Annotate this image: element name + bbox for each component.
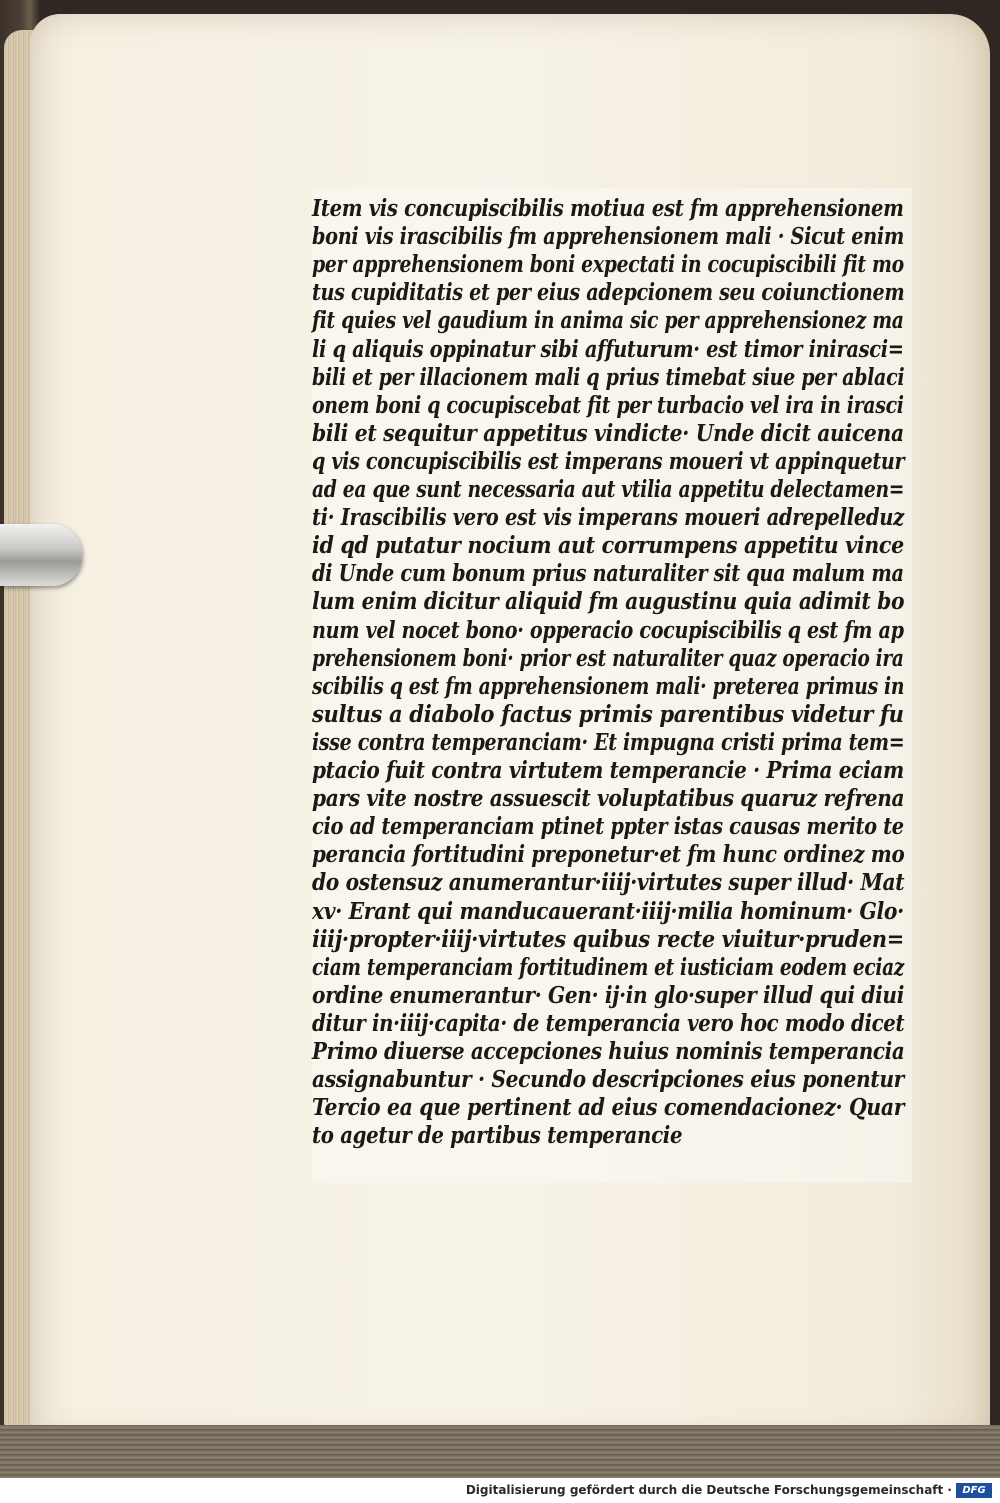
text-line: to agetur de partibus temperancie: [312, 1122, 683, 1150]
text-line: iiij·propter·iiij·virtutes quibus recte viuitur·pruden=: [312, 925, 904, 953]
text-line: ordine enumerantur· Gen· ij·in glo·super illud qui diui: [312, 981, 904, 1009]
text-line: do ostensuz anumerantur·iiij·virtutes super illud· Mat: [312, 869, 905, 897]
text-line: prehensionem boni· prior est naturaliter quaz operacio ira: [312, 644, 904, 672]
text-line: bili et per illacionem mali q prius timebat siue per ablaci: [312, 363, 905, 391]
text-line: ptacio fuit contra virtutem temperancie · Prima eciam: [312, 757, 904, 784]
text-line: isse contra temperanciam· Et impugna cristi prima tem=: [312, 728, 905, 756]
text-line: scibilis q est fm apprehensionem mali· preterea primus in: [312, 672, 905, 700]
text-line: perancia fortitudini preponetur·et fm hunc ordinez mo: [312, 841, 905, 869]
text-line: assignabuntur · Secundo descripciones eius ponentur: [312, 1066, 904, 1094]
text-line: di Unde cum bonum prius naturaliter sit qua malum ma: [312, 560, 904, 588]
text-line: lum enim dicitur aliquid fm augustinu quia adimit bo: [312, 588, 905, 616]
text-line: bili et sequitur appetitus vindicte· Unde dicit auicena: [312, 419, 904, 447]
page-clip: [0, 524, 82, 586]
book-bottom-edge: [0, 1425, 1000, 1478]
text-line: Item vis concupiscibilis motiua est fm apprehensionem: [312, 195, 904, 222]
text-line: id qd putatur nocium aut corrumpens appetitu vince: [312, 532, 904, 560]
text-line: ditur in·iiij·capita· de temperancia vero hoc modo dicet: [312, 1009, 905, 1037]
text-line: fit quies vel gaudium in anima sic per apprehensionez ma: [312, 307, 904, 335]
text-line: boni vis irascibilis fm apprehensionem mali · Sicut enim: [312, 223, 904, 251]
text-line: cio ad temperanciam ptinet ppter istas causas merito te: [312, 813, 904, 841]
text-line: Primo diuerse accepciones huius nominis temperancia: [312, 1038, 905, 1065]
text-line: onem boni q cocupiscebat fit per turbacio vel ira in irasci: [312, 391, 904, 419]
text-line: pars vite nostre assuescit voluptatibus quaruz refrena: [312, 785, 905, 813]
dfg-logo: DFG: [956, 1483, 992, 1498]
text-line: num vel nocet bono· opperacio cocupiscibilis q est fm ap: [312, 616, 904, 644]
text-line: ciam temperanciam fortitudinem et iusticiam eodem eciaz: [312, 953, 905, 981]
text-line: tus cupiditatis et per eius adepcionem seu coiunctionem: [312, 279, 905, 307]
text-line: sultus a diabolo factus primis parentibus videtur fu: [312, 700, 904, 728]
text-line: li q aliquis oppinatur sibi affuturum· est timor inirasci=: [312, 335, 904, 363]
text-line: xv· Erant qui manducauerant·iiij·milia hominum· Glo·: [312, 897, 904, 925]
text-line: per apprehensionem boni expectati in cocupiscibili fit mo: [312, 251, 904, 279]
text-line: ad ea que sunt necessaria aut vtilia appetitu delectamen=: [312, 476, 905, 503]
text-line: q vis concupiscibilis est imperans moueri vt appinquetur: [312, 447, 905, 475]
text-line: Tercio ea que pertinent ad eius comendacionez· Quar: [312, 1094, 905, 1122]
text-line: ti· Irascibilis vero est vis imperans moueri adrepelleduz: [312, 504, 904, 532]
funding-credit: Digitalisierung gefördert durch die Deutsche Forschungsgemeinschaft ·: [465, 1483, 952, 1497]
